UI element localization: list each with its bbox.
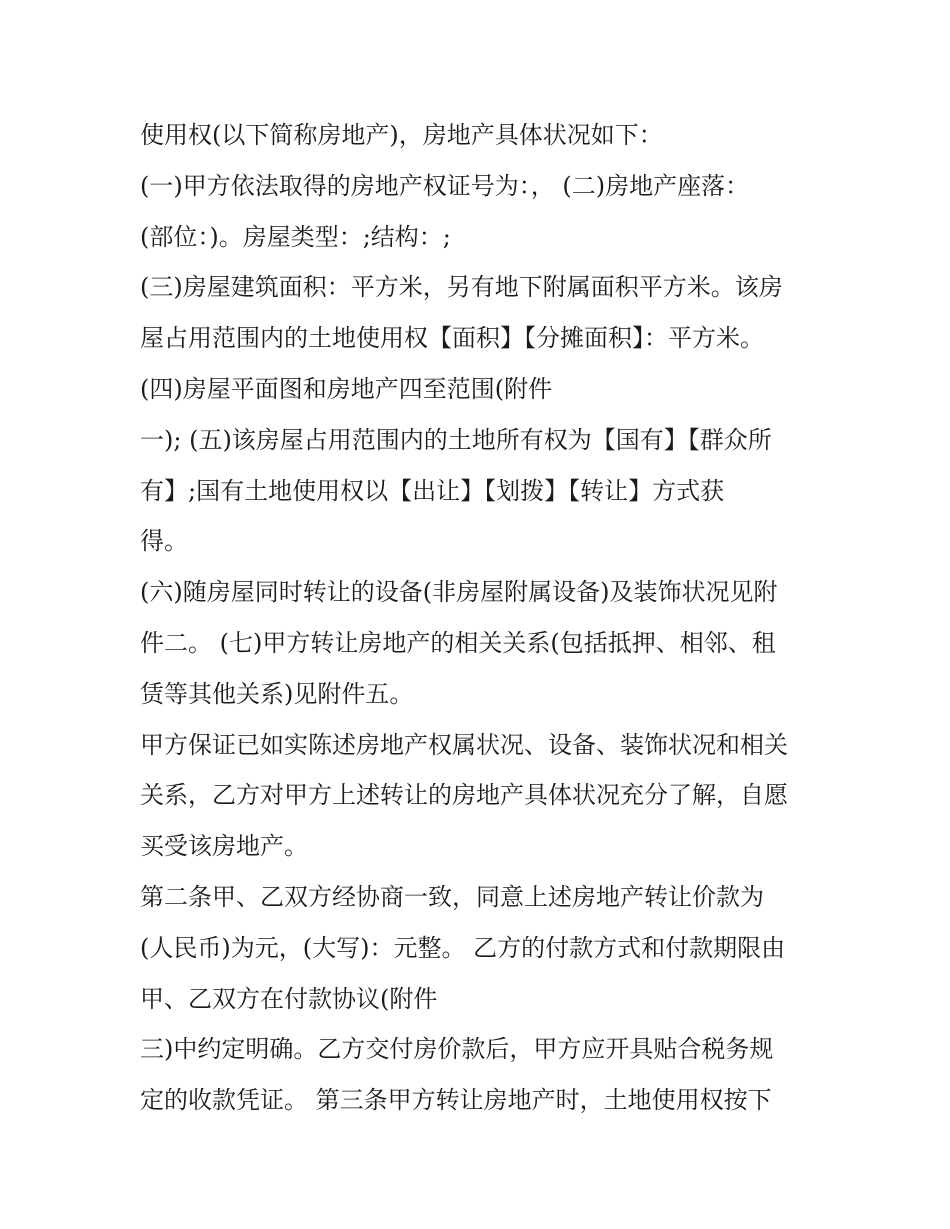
text-line: (人民币)为元，(大写)：元整。 乙方的付款方式和付款期限由: [140, 933, 786, 962]
text-line: 第二条甲、乙双方经协商一致，同意上述房地产转让价款为: [140, 882, 764, 911]
text-line: 使用权(以下简称房地产)，房地产具体状况如下：: [140, 121, 663, 149]
text-line: 得。: [140, 527, 188, 556]
text-line: 一); (五)该房屋占用范围内的土地所有权为【国有】【群众所: [140, 425, 772, 454]
text-line: 甲、乙双方在付款协议(附件: [140, 984, 438, 1013]
text-line: 甲方保证已如实陈述房地产权属状况、设备、装饰状况和相关: [140, 730, 788, 759]
text-line: 买受该房地产。: [140, 832, 308, 861]
text-line: 屋占用范围内的土地使用权【面积】【分摊面积】：平方米。: [140, 324, 764, 353]
document-body: [140, 110, 830, 1126]
text-line: 赁等其他关系)见附件五。: [140, 679, 414, 708]
text-line: 三)中约定明确。乙方交付房价款后，甲方应开具贴合税务规: [140, 1035, 774, 1064]
text-line: (部位：)。房屋类型：;结构：;: [140, 222, 451, 251]
text-line: (六)随房屋同时转让的设备(非房屋附属设备)及装饰状况见附: [140, 578, 778, 607]
text-line: (三)房屋建筑面积：平方米，另有地下附属面积平方米。该房: [140, 273, 783, 302]
text-line: 有】;国有土地使用权以【出让】【划拨】【转让】方式获: [140, 476, 725, 505]
text-line: 定的收款凭证。 第三条甲方转让房地产时，土地使用权按下: [140, 1086, 772, 1115]
text-line: 关系，乙方对甲方上述转让的房地产具体状况充分了解，自愿: [140, 781, 788, 810]
text-line: 件二。 (七)甲方转让房地产的相关关系(包括抵押、相邻、租: [140, 628, 776, 657]
text-line: (四)房屋平面图和房地产四至范围(附件: [140, 374, 553, 403]
text-line: (一)甲方依法取得的房地产权证号为：， (二)房地产座落：: [140, 171, 750, 200]
